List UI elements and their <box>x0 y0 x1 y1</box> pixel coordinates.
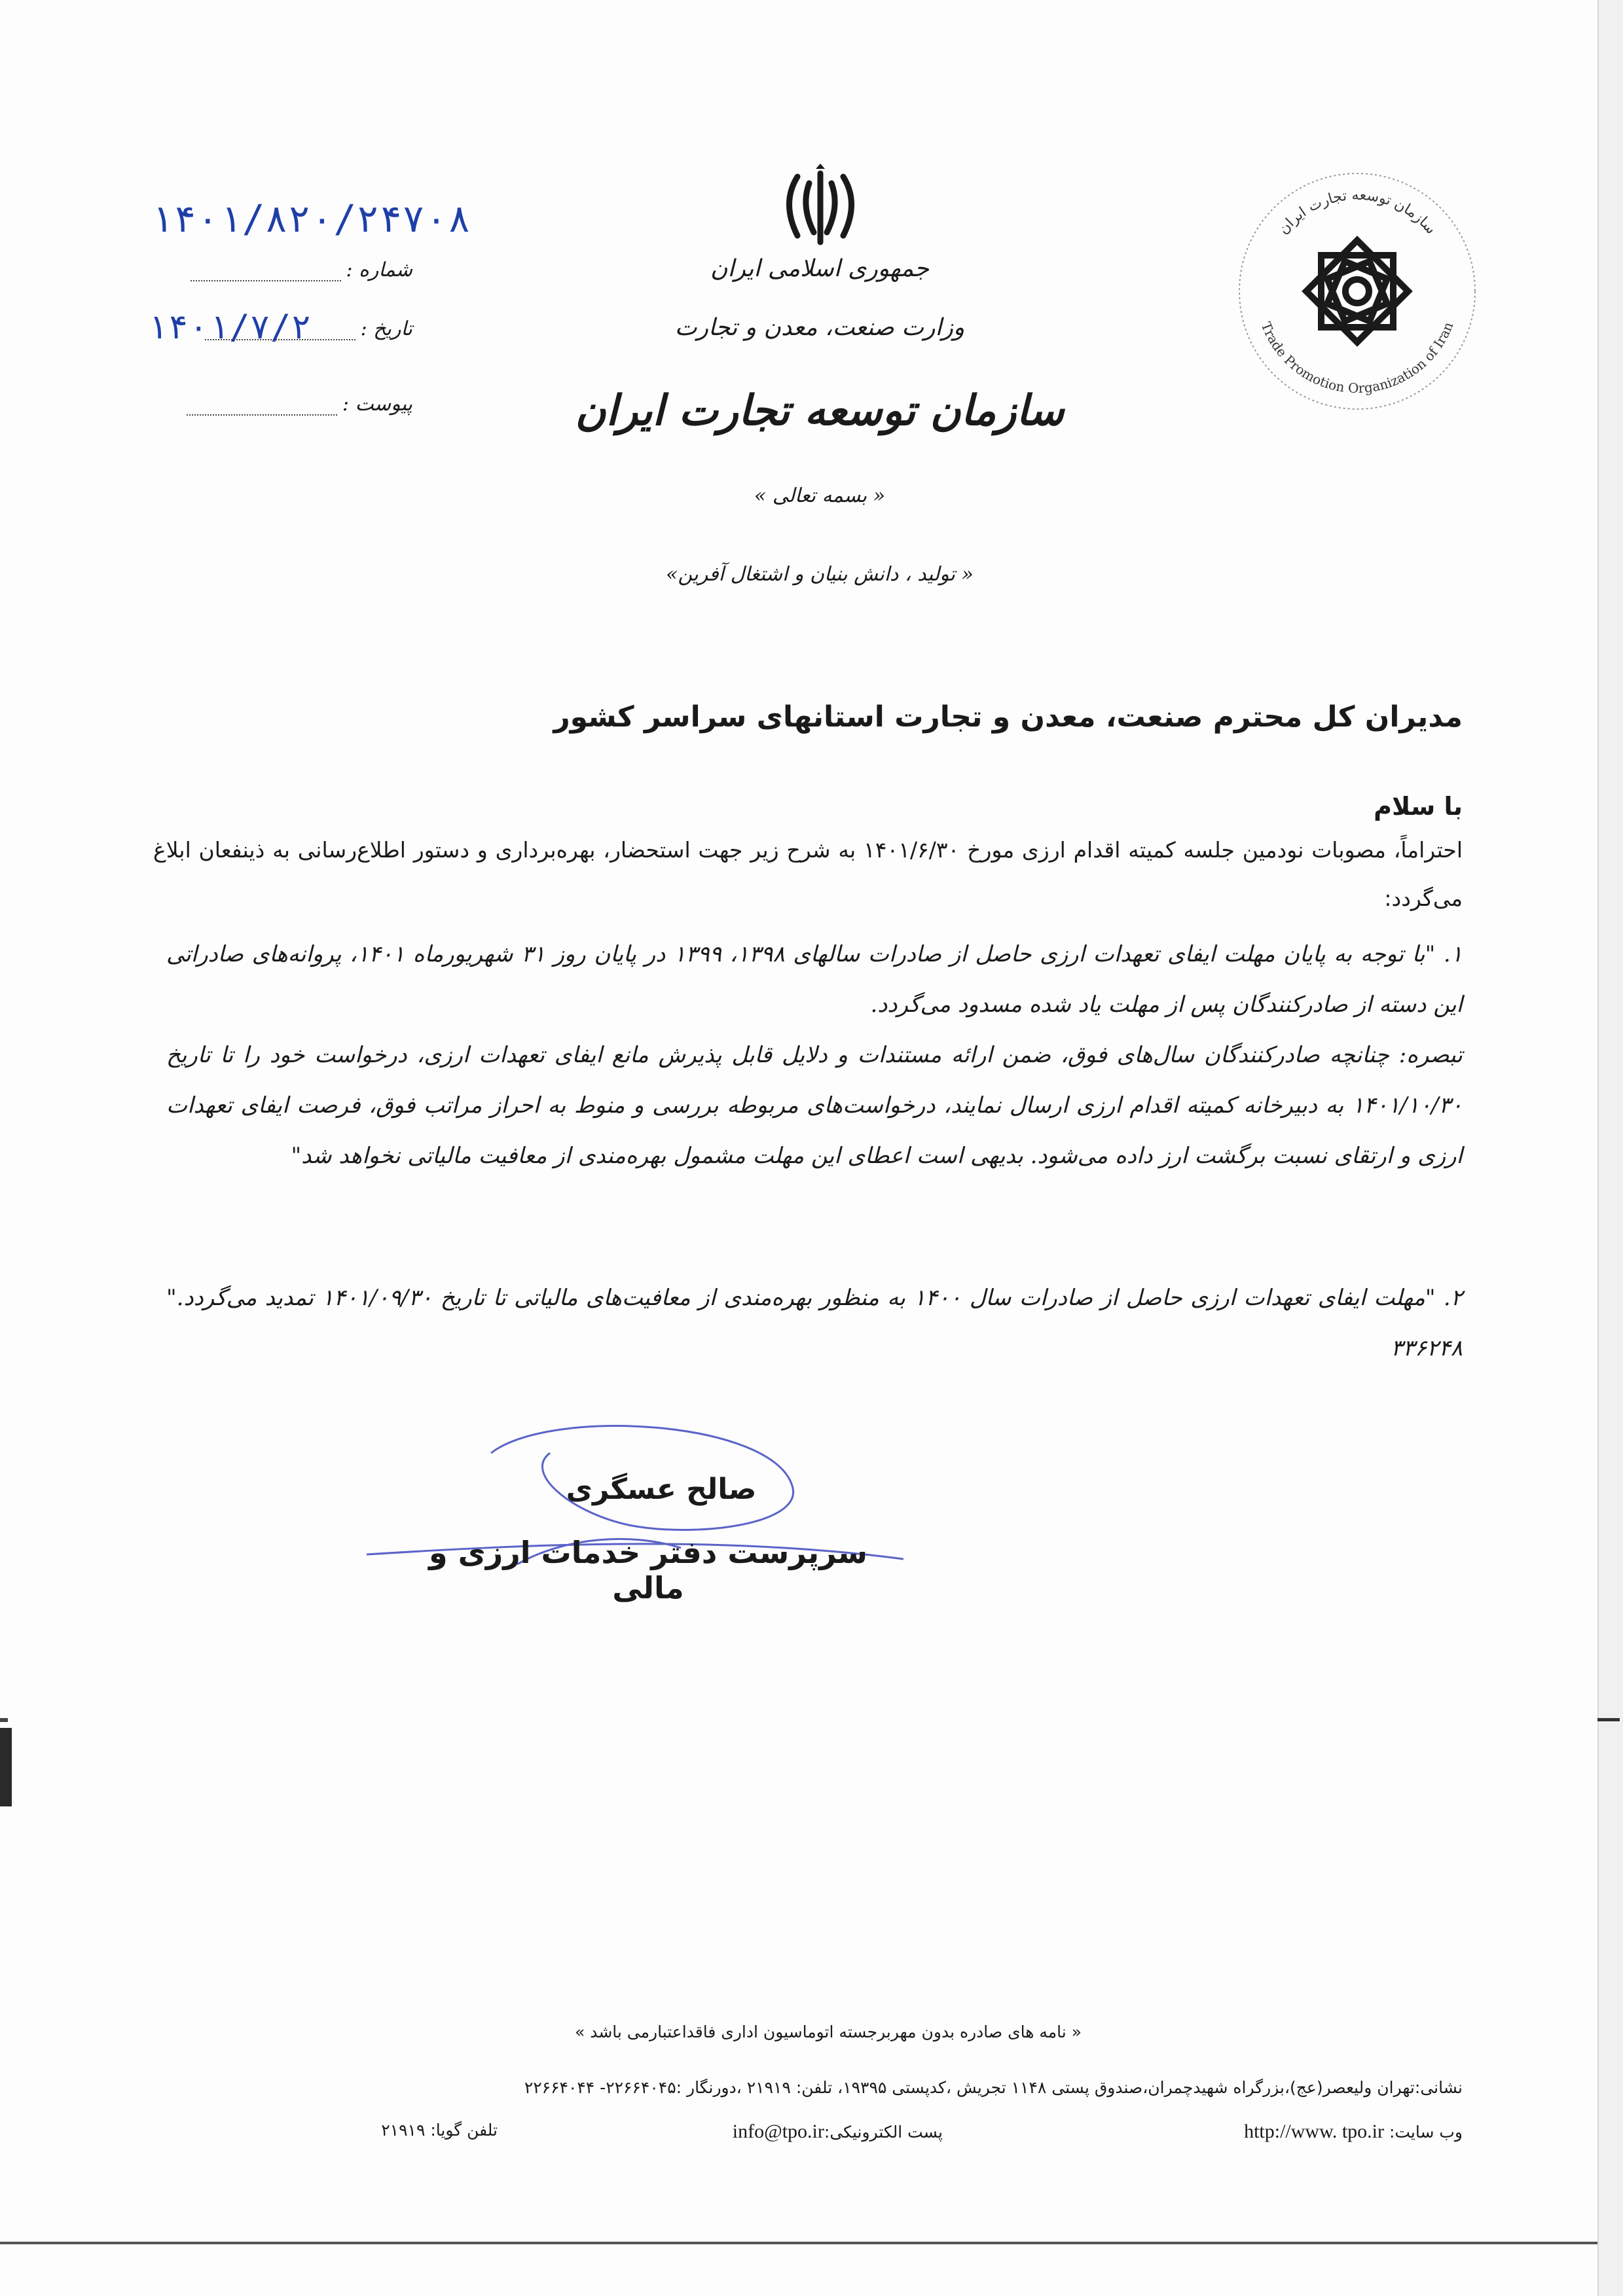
scan-edge <box>1597 0 1623 2296</box>
header-basmala: « بسمه تعالی » <box>754 484 885 507</box>
item-1-note: تبصره: چنانچه صادرکنندگان سال‌های فوق، ضمن ارائه مستندات و دلایل قابل پذیرش مانع ایفای تعهدات ارزی، درخواست خود را تا تاریخ ۱۴۰۱/۱۰/۳۰ به دبیرخانه کمیته اقدام ارزی ارسال نمایند، درخواست‌های مربوطه بررسی و منوط به احراز مراتب فوق، فرصت ایفای تعهدات ارزی و ارتقای نسبت برگشت ارز داده می‌شود. بدیهی است اعطای این مهلت مشمول بهره‌مندی از معافیت مالیاتی نخواهد شد" <box>166 1042 1463 1169</box>
website-link[interactable]: http://www. tpo.ir <box>1244 2121 1384 2142</box>
footer-address: نشانی:تهران ولیعصر(عج)،بزرگراه شهیدچمران،صندوق پستی ۱۱۴۸ تجریش ،کدپستی ۱۹۳۹۵، تلفن: ۲۱۹۱۹ ،دورنگار :۲۲۶۶۴۰۴۵- ۲۲۶۶۴۰۴۴ <box>524 2078 1463 2097</box>
header-ministry: وزارت صنعت، معدن و تجارت <box>674 314 965 341</box>
svg-text:Trade Promotion Organization o <box>1258 319 1457 396</box>
footer-phone: تلفن گویا: ۲۱۹۱۹ <box>381 2121 498 2140</box>
letter-date-handwritten: ۱۴۰۱/۷/۲ <box>147 308 312 347</box>
item-1-text: ۱. "با توجه به پایان مهلت ایفای تعهدات ارزی حاصل از صادرات سالهای ۱۳۹۸، ۱۳۹۹ در پایان روز ۳۱ شهریورماه ۱۴۰۱، پروانه‌های صادراتی این دسته از صادرکنندگان پس از مهلت یاد شده مسدود می‌گردد. <box>166 941 1463 1018</box>
scan-tick-right <box>1597 1718 1620 1721</box>
header-republic: جمهوری اسلامی ایران <box>710 255 929 282</box>
logo-text-bottom: Trade Promotion Organization of Iran <box>1258 319 1457 397</box>
signatory-title: سرپرست دفتر خدمات ارزی و مالی <box>428 1535 868 1605</box>
website-label: وب سایت: <box>1389 2123 1463 2142</box>
greeting: با سلام <box>1374 792 1463 821</box>
email-label: پست الکترونیکی: <box>824 2123 943 2142</box>
addressee: مدیران کل محترم صنعت، معدن و تجارت استانهای سراسر کشور <box>553 700 1463 734</box>
item-2: ۲. "مهلت ایفای تعهدات ارزی حاصل از صادرات سال ۱۴۰۰ به منظور بهره‌مندی از معافیت‌های مالیاتی تا تاریخ ۱۴۰۱/۰۹/۳۰ تمدید می‌گردد." ۳۳۶۲۴۸ <box>166 1285 1463 1361</box>
footer-website <box>1004 2121 1463 2143</box>
intro-paragraph: احتراماً، مصوبات نودمین جلسه کمیته اقدام ارزی مورخ ۱۴۰۱/۶/۳۰ به شرح زیر جهت استحضار، بهره‌برداری و دستور اطلاع‌رسانی به ذینفعان ابلاغ می‌گردد: <box>153 837 1463 911</box>
number-field <box>131 259 412 281</box>
scan-bottom-line <box>0 2242 1597 2244</box>
svg-text:سازمان توسعه تجارت ایران <box>1275 187 1439 238</box>
logo-text-top: سازمان توسعه تجارت ایران <box>1275 187 1440 238</box>
attachment-label: پیوست : <box>342 393 412 416</box>
header-slogan: « تولید ، دانش بنیان و اشتغال آفرین» <box>666 563 974 586</box>
number-label: شماره : <box>346 259 412 281</box>
date-field <box>131 317 412 340</box>
signatory-name: صالح عسگری <box>566 1473 757 1506</box>
footer-note: « نامه های صادره بدون مهربرجسته اتوماسیون اداری فاقداعتبارمی باشد » <box>574 2022 1082 2041</box>
date-label: تاریخ : <box>360 317 412 340</box>
attachment-field <box>131 393 412 416</box>
scan-tick-left <box>0 1718 8 1722</box>
iran-emblem-icon <box>778 164 863 255</box>
header-organization: سازمان توسعه تجارت ایران <box>575 386 1065 435</box>
item-1 <box>166 929 1463 1181</box>
letter-number-handwritten: ۱۴۰۱/۸۲۰/۲۴۷۰۸ <box>151 196 471 241</box>
tpo-logo-icon <box>1236 170 1478 412</box>
footer-email <box>524 2121 943 2143</box>
email-link[interactable]: info@tpo.ir <box>732 2121 824 2142</box>
scan-mark <box>0 1728 12 1806</box>
